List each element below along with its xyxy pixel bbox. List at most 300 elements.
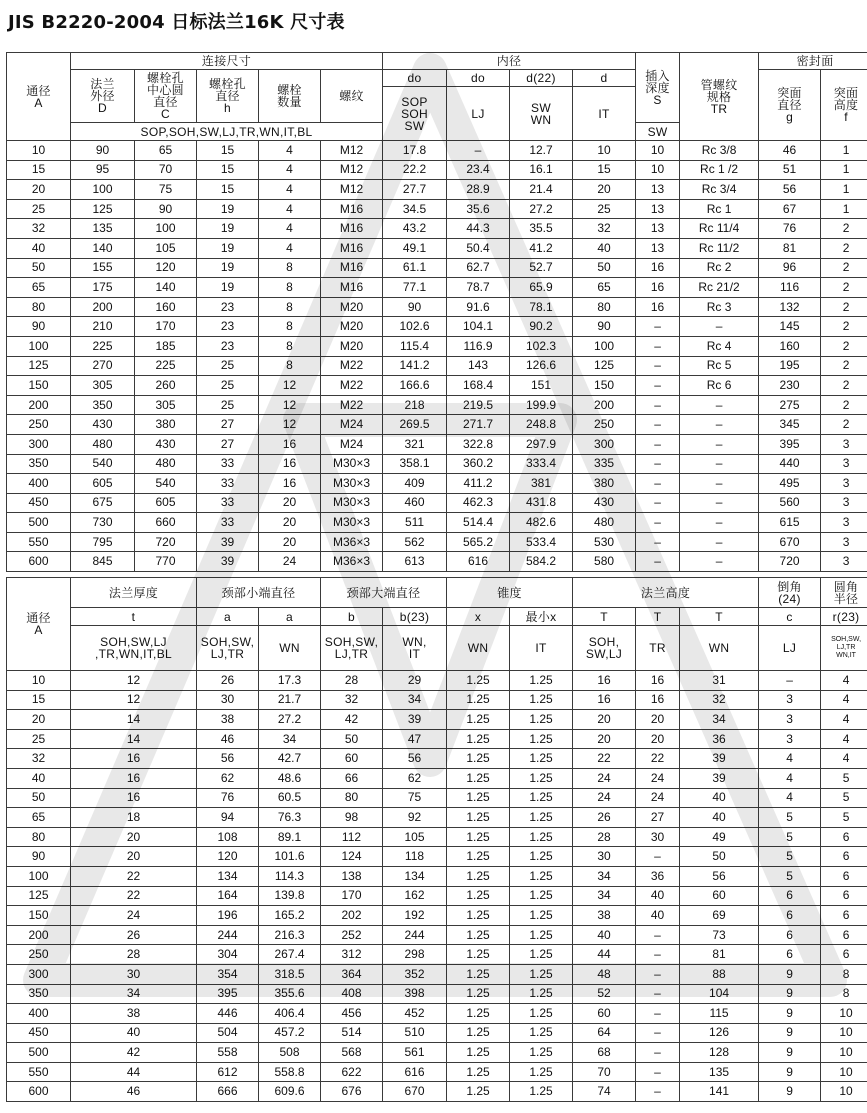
table-cell: 90 [7,317,71,337]
table-cell: Rc 2 [680,258,759,278]
table-cell: 1.25 [447,925,510,945]
table-cell: 456 [321,1004,383,1024]
table-cell: Rc 21/2 [680,278,759,298]
table-cell: 10 [7,671,71,691]
table-cell: 4 [259,199,321,219]
table-cell: 3 [821,434,867,454]
table-cell: 2 [821,258,867,278]
table-cell: 4 [759,749,821,769]
table-cell: 76 [197,788,259,808]
table-cell: 40 [636,906,680,926]
table-cell: M30×3 [321,474,383,494]
table-cell: 65 [7,808,71,828]
table-row [7,808,867,828]
table-cell: 3 [759,690,821,710]
table-cell: 34 [259,729,321,749]
table-cell: 12 [259,376,321,396]
table-cell: 2 [821,356,867,376]
table-cell: 1.25 [510,690,573,710]
table-cell: 660 [135,513,197,533]
header-flange-od: 法兰 外径 D [71,70,135,123]
table-cell: 250 [573,415,636,435]
table-cell: 164 [197,886,259,906]
table-cell: 21.7 [259,690,321,710]
table-cell: 41.2 [510,238,573,258]
table-cell: 558.8 [259,1062,321,1082]
table-cell: 3 [759,729,821,749]
table-cell: 28 [321,671,383,691]
table-cell: – [680,513,759,533]
table-cell: 6 [821,866,867,886]
table-row [7,768,867,788]
table-cell: 20 [636,710,680,730]
table-row [7,1082,867,1102]
table-cell: 10 [821,1004,867,1024]
table-cell: 200 [573,395,636,415]
table-cell: 540 [71,454,135,474]
table-cell: 305 [71,376,135,396]
header-pipe-thread: 管螺纹 规格 TR [680,53,759,141]
table-cell: 70 [573,1062,636,1082]
table-cell: 500 [7,513,71,533]
table-cell: 138 [321,866,383,886]
table-cell: 4 [759,788,821,808]
table-cell: 248.8 [510,415,573,435]
table-cell: M12 [321,160,383,180]
table-cell: 1.25 [510,886,573,906]
table-cell: 670 [383,1082,447,1102]
table-cell: 355.6 [259,984,321,1004]
table-cell: 9 [759,984,821,1004]
table-cell: 20 [7,180,71,200]
table-cell: 77.1 [383,278,447,298]
table-row [7,454,867,474]
table-cell: 16 [636,278,680,298]
table-cell: 1.25 [447,1004,510,1024]
table-cell: 6 [821,925,867,945]
table-cell: 568 [321,1043,383,1063]
table-cell: 8 [259,336,321,356]
table-cell: 1.25 [447,749,510,769]
table-cell: 4 [821,690,867,710]
table-cell: 350 [71,395,135,415]
table-cell: 1.25 [447,945,510,965]
table-cell: 175 [71,278,135,298]
table-cell: 252 [321,925,383,945]
table-cell: 312 [321,945,383,965]
table-cell: 155 [71,258,135,278]
table-cell: 44 [573,945,636,965]
table-cell: – [680,552,759,572]
table-cell: 480 [71,434,135,454]
table-cell: 47 [383,729,447,749]
table-cell: 1.25 [510,808,573,828]
table-cell: 616 [383,1062,447,1082]
table-cell: 60 [321,749,383,769]
table-cell: 32 [680,690,759,710]
table-cell: 558 [197,1043,259,1063]
table-cell: 225 [71,336,135,356]
table-cell: 151 [510,376,573,396]
table-row [7,415,867,435]
table-cell: 3 [821,454,867,474]
table-cell: 23 [197,336,259,356]
table-cell: 27 [197,415,259,435]
table-cell: 8 [821,984,867,1004]
table-cell: 5 [821,768,867,788]
table-cell: 30 [197,690,259,710]
table-cell: 9 [759,1082,821,1102]
table-cell: 676 [321,1082,383,1102]
table-cell: 270 [71,356,135,376]
table-cell: – [447,141,510,161]
table-cell: 32 [321,690,383,710]
table-cell: 102.6 [383,317,447,337]
table-cell: – [636,984,680,1004]
table-cell: 26 [197,671,259,691]
table-cell: 101.6 [259,847,321,867]
table-cell: 10 [821,1082,867,1102]
table-cell: M16 [321,238,383,258]
table-cell: 19 [197,219,259,239]
table-cell: 1 [821,199,867,219]
table-cell: 62 [197,768,259,788]
table-cell: – [636,532,680,552]
table-cell: 562 [383,532,447,552]
table-cell: 20 [259,532,321,552]
table-cell: 440 [759,454,821,474]
table-row [7,317,867,337]
table-cell: 1.25 [447,847,510,867]
table-cell: – [636,317,680,337]
table-cell: 6 [821,906,867,926]
table-cell: 480 [573,513,636,533]
table-cell: 73 [680,925,759,945]
table-cell: 36 [636,866,680,886]
table-cell: 304 [197,945,259,965]
table-cell: 42 [71,1043,197,1063]
table-cell: 32 [7,749,71,769]
table-cell: 22 [71,886,197,906]
table-cell: M16 [321,278,383,298]
header-type-lj: LJ [447,87,510,141]
table-cell: Rc 6 [680,376,759,396]
table-cell: 200 [71,297,135,317]
table-cell: 462.3 [447,493,510,513]
table-cell: – [636,454,680,474]
table-row [7,671,867,691]
table-cell: 457.2 [259,1023,321,1043]
table-row [7,278,867,298]
table-row [7,984,867,1004]
header-bolt-count: 螺栓 数量 [259,70,321,123]
table-cell: M30×3 [321,493,383,513]
header-bolt-hole: 螺栓孔 直径 h [197,70,259,123]
table-cell: 27 [636,808,680,828]
table-cell: 1.25 [510,768,573,788]
table-cell: 3 [821,513,867,533]
header-type-sop-soh-sw: SOP SOH SW [383,87,447,141]
table-cell: 126 [680,1023,759,1043]
header-taper: 锥度 [447,578,573,608]
table-cell: 27.7 [383,180,447,200]
table-cell: 196 [197,906,259,926]
header-T3-types: WN [680,626,759,671]
table-cell: 24 [573,768,636,788]
table-cell: 16 [259,434,321,454]
table-cell: 69 [680,906,759,926]
table-cell: 19 [197,199,259,219]
table-cell: 42 [321,710,383,730]
table-cell: 50.4 [447,238,510,258]
table-cell: M24 [321,415,383,435]
table-cell: 105 [383,827,447,847]
table-cell: 125 [71,199,135,219]
table-cell: 2 [821,278,867,298]
table-cell: Rc 3/8 [680,141,759,161]
table-cell: 81 [759,238,821,258]
table-cell: 300 [573,434,636,454]
table-cell: 100 [573,336,636,356]
table-cell: 44 [71,1062,197,1082]
flange-dimension-table-upper [6,52,867,572]
table-cell: 22 [71,866,197,886]
table-cell: 845 [71,552,135,572]
table-cell: 19 [197,278,259,298]
table-cell: 168.4 [447,376,510,396]
table-cell: M22 [321,376,383,396]
table-cell: 250 [7,415,71,435]
table-cell: 20 [573,710,636,730]
header-inner-diameter: 内径 [383,53,636,70]
table-cell: 25 [573,199,636,219]
table-row [7,336,867,356]
table-cell: 195 [759,356,821,376]
table-cell: 39 [680,768,759,788]
table-cell: 116 [759,278,821,298]
table-cell: 42.7 [259,749,321,769]
table-cell: 1.25 [447,827,510,847]
table-cell: 244 [197,925,259,945]
table-cell: 33 [197,493,259,513]
table-cell: 364 [321,964,383,984]
table-row [7,925,867,945]
table-cell: 16 [259,474,321,494]
table-cell: 533.4 [510,532,573,552]
table-cell: 16 [636,297,680,317]
table-cell: 48.6 [259,768,321,788]
table-cell: 78.7 [447,278,510,298]
table-cell: 80 [7,827,71,847]
table-cell: 16 [573,690,636,710]
table-cell: – [636,552,680,572]
table-cell: 2 [821,297,867,317]
table-cell: 125 [7,886,71,906]
table-cell: 50 [680,847,759,867]
table-cell: 43.2 [383,219,447,239]
table-cell: 28.9 [447,180,510,200]
table-cell: 2 [821,415,867,435]
table-cell: 46 [759,141,821,161]
table-cell: 34 [573,866,636,886]
table-row [7,141,867,161]
table-cell: 1.25 [447,964,510,984]
header-r23: r(23) [821,608,867,626]
table-cell: 530 [573,532,636,552]
header-x-types: WN [447,626,510,671]
table-cell: 381 [510,474,573,494]
table-cell: 1.25 [510,866,573,886]
table-cell: 90.2 [510,317,573,337]
table-cell: 350 [7,454,71,474]
header-c-types: LJ [759,626,821,671]
table-cell: 14 [71,729,197,749]
table-cell: 1.25 [447,788,510,808]
table-cell: 550 [7,1062,71,1082]
table-cell: 200 [7,925,71,945]
table-cell: 80 [573,297,636,317]
table-cell: 19 [197,258,259,278]
table-cell: – [636,415,680,435]
table-cell: 100 [71,180,135,200]
table-cell: 5 [759,866,821,886]
table-cell: 80 [7,297,71,317]
table-cell: 6 [759,886,821,906]
table-cell: 1.25 [447,984,510,1004]
table-cell: 52 [573,984,636,1004]
table-cell: 6 [821,827,867,847]
table-cell: 25 [197,395,259,415]
table-cell: 28 [71,945,197,965]
header-flange-thickness: 法兰厚度 [71,578,197,608]
table-cell: 1.25 [447,1043,510,1063]
table-cell: 561 [383,1043,447,1063]
table-cell: 24 [71,906,197,926]
table-cell: 50 [7,788,71,808]
table-cell: 411.2 [447,474,510,494]
header-min-x: 最小x [510,608,573,626]
table-cell: 1.25 [510,1062,573,1082]
table-cell: 430 [71,415,135,435]
table-cell: 16 [71,788,197,808]
table-cell: 24 [573,788,636,808]
table-row [7,1043,867,1063]
table-cell: 33 [197,513,259,533]
table-cell: 720 [135,532,197,552]
table-cell: 1.25 [447,671,510,691]
table-cell: 605 [71,474,135,494]
table-cell: 352 [383,964,447,984]
table-row [7,964,867,984]
flange-dimension-table-lower [6,577,867,1102]
table-cell: 132 [759,297,821,317]
header-T-1: T [573,608,636,626]
table-cell: – [759,671,821,691]
table-cell: 27 [197,434,259,454]
table-cell: 452 [383,1004,447,1024]
table-cell: 96 [759,258,821,278]
table-cell: 61.1 [383,258,447,278]
table-cell: M12 [321,180,383,200]
table-cell: – [636,395,680,415]
table-cell: 94 [197,808,259,828]
table-cell: 160 [759,336,821,356]
header-chamfer: 倒角 (24) [759,578,821,608]
table-cell: 6 [821,945,867,965]
table-cell: 134 [383,866,447,886]
table-cell: 560 [759,493,821,513]
table-cell: 38 [197,710,259,730]
table-cell: 12 [71,690,197,710]
table-cell: 495 [759,474,821,494]
table-cell: – [636,1062,680,1082]
table-cell: 250 [7,945,71,965]
table-cell: 1.25 [510,1023,573,1043]
table-cell: 13 [636,180,680,200]
table-cell: 9 [759,964,821,984]
table-cell: 30 [636,827,680,847]
table-cell: 74 [573,1082,636,1102]
table-cell: 90 [135,199,197,219]
header-do-sop: do [383,70,447,87]
table-cell: 1.25 [510,827,573,847]
table-cell: 4 [259,219,321,239]
table-cell: 3 [821,552,867,572]
table-cell: 48 [573,964,636,984]
table-cell: 40 [7,238,71,258]
table-cell: 318.5 [259,964,321,984]
header-connection-size: 连接尺寸 [71,53,383,70]
table-cell: 34 [680,710,759,730]
table-cell: M20 [321,336,383,356]
table-cell: 540 [135,474,197,494]
table-cell: 480 [135,454,197,474]
table-cell: 39 [680,749,759,769]
table-cell: 125 [573,356,636,376]
table-cell: 38 [573,906,636,926]
table-row [7,356,867,376]
table-cell: 104 [680,984,759,1004]
table-cell: 95 [71,160,135,180]
table-cell: – [636,493,680,513]
table-row [7,866,867,886]
table-cell: 46 [197,729,259,749]
table-cell: 62 [383,768,447,788]
table-cell: 108 [197,827,259,847]
table-cell: 29 [383,671,447,691]
table-cell: M22 [321,395,383,415]
table-row [7,788,867,808]
table-cell: 609.6 [259,1082,321,1102]
table-cell: 305 [135,395,197,415]
table-cell: 16 [636,690,680,710]
table-cell: 260 [135,376,197,396]
table-cell: 16.1 [510,160,573,180]
table-cell: 514.4 [447,513,510,533]
table-cell: 34 [573,886,636,906]
table-cell: 8 [821,964,867,984]
table-cell: 102.3 [510,336,573,356]
table-cell: M24 [321,434,383,454]
table-cell: 67 [759,199,821,219]
table-cell: 35.5 [510,219,573,239]
table-cell: 2 [821,395,867,415]
table-cell: 1.25 [447,808,510,828]
table-cell: 1.25 [447,1062,510,1082]
table-cell: 22.2 [383,160,447,180]
table-cell: M36×3 [321,552,383,572]
table-cell: 622 [321,1062,383,1082]
